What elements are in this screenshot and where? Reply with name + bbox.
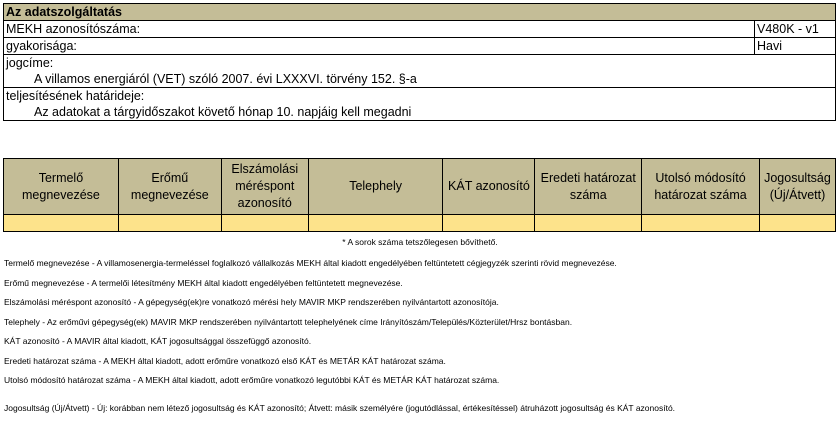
- legal-basis-value: A villamos energiáról (VET) szóló 2007. évi LXXXVI. törvény 152. §-a: [4, 71, 836, 88]
- table-header-row: [4, 159, 836, 215]
- column-header: Jogosultság (Új/Átvett): [759, 159, 835, 215]
- input-cell[interactable]: [642, 215, 760, 232]
- input-cell[interactable]: [535, 215, 642, 232]
- column-header: Telephely: [308, 159, 443, 215]
- column-header: Termelő megnevezése: [4, 159, 119, 215]
- column-header: KÁT azonosító: [443, 159, 535, 215]
- column-header: Erőmű megnevezése: [118, 159, 221, 215]
- frequency-label: gyakorisága:: [4, 38, 755, 55]
- mekh-id-label: MEKH azonosítószáma:: [4, 21, 755, 38]
- input-row: [4, 215, 836, 232]
- input-cell[interactable]: [443, 215, 535, 232]
- column-header: Eredeti határozat száma: [535, 159, 642, 215]
- column-header: Elszámolási méréspont azonosító: [221, 159, 308, 215]
- info-title: Az adatszolgáltatás: [4, 4, 836, 21]
- definition-item: Telephely - Az erőművi gépegység(ek) MAVIR MKP rendszerében nyilvántartott telephelyének címe Irányítószám/Település/Közterület/Hrsz bontásban.: [4, 317, 836, 337]
- deadline-value: Az adatokat a tárgyidőszakot követő hónap 10. napjáig kell megadni: [4, 104, 836, 121]
- column-header: Utolsó módosító határozat száma: [642, 159, 760, 215]
- info-block: [3, 3, 836, 121]
- deadline-label: teljesítésének határideje:: [4, 88, 836, 105]
- definition-item: KÁT azonosító - A MAVIR által kiadott, KÁT jogosultsággal összefüggő azonosító.: [4, 336, 836, 356]
- definition-item: Jogosultság (Új/Átvett) - Új: korábban nem létező jogosultság és KÁT azonosító; Átvett: másik személyére (jogutódlással, értékesítéssel) átruházott jogosultság és KÁT azonosító.: [4, 403, 836, 422]
- definition-item: Elszámolási méréspont azonosító - A gépegység(ek)re vonatkozó mérési hely MAVIR MKP rendszerében nyilvántartott azonosítója.: [4, 297, 836, 317]
- legal-basis-label: jogcíme:: [4, 55, 836, 72]
- input-cell[interactable]: [308, 215, 443, 232]
- definition-item: Erőmű megnevezése - A termelői létesítmény MEKH által kiadott engedélyében feltüntetett megnevezése.: [4, 278, 836, 298]
- data-table: [3, 158, 836, 232]
- input-cell[interactable]: [118, 215, 221, 232]
- definition-item: Eredeti határozat száma - A MEKH által kiadott, adott erőműre vonatkozó első KÁT és METÁR KÁT határozat száma.: [4, 356, 836, 376]
- definitions-list: [4, 258, 836, 422]
- input-cell[interactable]: [759, 215, 835, 232]
- rows-note: * A sorok száma tetszőlegesen bővíthető.: [0, 237, 840, 247]
- definition-item: Utolsó módosító határozat száma - A MEKH által kiadott, adott erőműre vonatkozó legutóbbi KÁT és METÁR KÁT határozat száma.: [4, 375, 836, 395]
- definition-item: Termelő megnevezése - A villamosenergia-termeléssel foglalkozó vállalkozás MEKH által kiadott engedélyében feltüntetett cégjegyzék szerinti rövid megnevezése.: [4, 258, 836, 278]
- input-cell[interactable]: [221, 215, 308, 232]
- mekh-id-value: V480K - v1: [755, 21, 836, 38]
- spacer: [4, 395, 836, 403]
- frequency-value: Havi: [755, 38, 836, 55]
- input-cell[interactable]: [4, 215, 119, 232]
